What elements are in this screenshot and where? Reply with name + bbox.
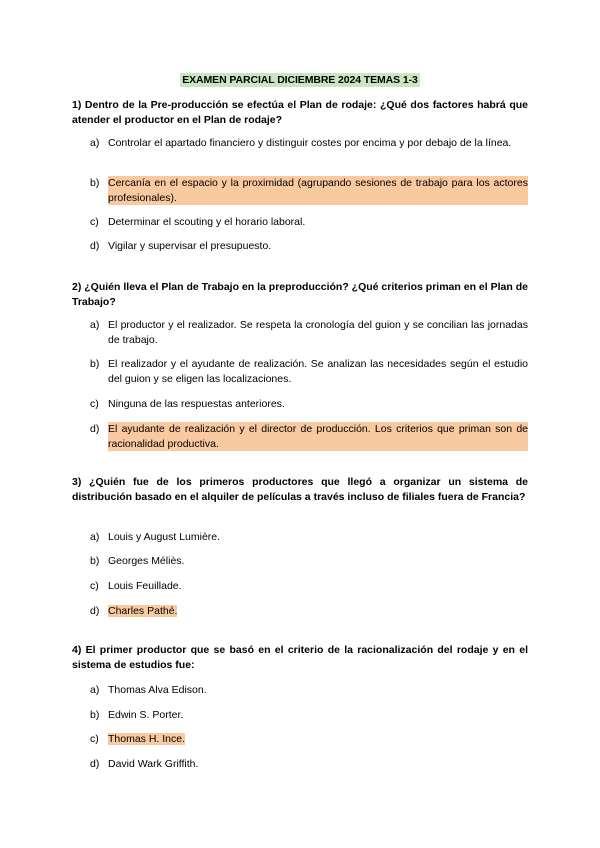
option-text: Vigilar y supervisar el presupuesto.	[108, 240, 272, 252]
option-4c	[90, 732, 528, 747]
option-text: Georges Méliès.	[108, 555, 185, 567]
option-letter: b)	[90, 555, 100, 567]
option-letter: a)	[90, 684, 100, 696]
option-letter: b)	[90, 177, 100, 189]
option-letter: a)	[90, 319, 100, 331]
option-text: Controlar el apartado financiero y distinguir costes por encima y por debajo de la línea.	[108, 137, 512, 149]
option-3b	[90, 554, 528, 569]
page-title: EXAMEN PARCIAL DICIEMBRE 2024 TEMAS 1-3	[182, 74, 418, 86]
option-4d	[90, 757, 528, 772]
option-2d	[90, 422, 528, 451]
option-3c	[90, 579, 528, 594]
option-letter: d)	[90, 605, 100, 617]
option-text: El productor y el realizador. Se respeta la cronología del guion y se concilian las jornadas de trabajo.	[108, 319, 528, 346]
option-4b	[90, 708, 528, 723]
option-2b	[90, 357, 528, 386]
option-text-correct: Charles Pathé.	[108, 605, 178, 617]
title-container	[0, 70, 600, 88]
option-letter: a)	[90, 137, 100, 149]
option-1d	[90, 239, 528, 254]
option-text: David Wark Griffith.	[108, 758, 199, 770]
option-text: Edwin S. Porter.	[108, 709, 184, 721]
option-text: Louis Feuillade.	[108, 580, 182, 592]
option-text: Thomas Alva Edison.	[108, 684, 207, 696]
question-2: 2) ¿Quién lleva el Plan de Trabajo en la preproducción? ¿Qué criterios priman en el Plan de Trabajo?	[72, 281, 528, 308]
option-1c	[90, 215, 528, 230]
question-3: 3) ¿Quién fue de los primeros productores que llegó a organizar un sistema de distribución basado en el alquiler de películas a través incluso de filiales fuera de Francia?	[72, 476, 528, 503]
option-letter: c)	[90, 733, 99, 745]
option-text-correct-wrap	[108, 604, 528, 619]
option-text: Determinar el scouting y el horario laboral.	[108, 216, 306, 228]
option-2c	[90, 397, 528, 412]
option-text-correct: El ayudante de realización y el director de producción. Los criterios que priman son de racionalidad productiva.	[108, 423, 528, 450]
option-2a	[90, 318, 528, 347]
option-1a	[90, 136, 528, 151]
option-4a	[90, 683, 528, 698]
option-text: Ninguna de las respuestas anteriores.	[108, 398, 285, 410]
option-1b	[90, 176, 528, 205]
option-letter: c)	[90, 398, 99, 410]
option-letter: d)	[90, 240, 100, 252]
option-letter: c)	[90, 216, 99, 228]
option-text: Louis y August Lumière.	[108, 531, 221, 543]
option-text-correct: Cercanía en el espacio y la proximidad (agrupando sesiones de trabajo para los actores profesionales).	[108, 177, 528, 204]
option-letter: b)	[90, 709, 100, 721]
option-text: El realizador y el ayudante de realización. Se analizan las necesidades según el estudio del guion y se eligen las localizaciones.	[108, 358, 528, 385]
option-letter: d)	[90, 423, 100, 435]
option-3d	[90, 604, 528, 619]
option-text-correct-wrap	[108, 732, 528, 747]
option-letter: b)	[90, 358, 100, 370]
option-letter: d)	[90, 758, 100, 770]
option-text-correct: Thomas H. Ince.	[108, 733, 186, 745]
option-3a	[90, 530, 528, 545]
question-4: 4) El primer productor que se basó en el criterio de la racionalización del rodaje y en el sistema de estudios fue:	[72, 644, 528, 671]
option-letter: c)	[90, 580, 99, 592]
question-1: 1) Dentro de la Pre-producción se efectúa el Plan de rodaje: ¿Qué dos factores habrá que atender el productor en el Plan de rodaje?	[72, 99, 528, 126]
option-letter: a)	[90, 531, 100, 543]
